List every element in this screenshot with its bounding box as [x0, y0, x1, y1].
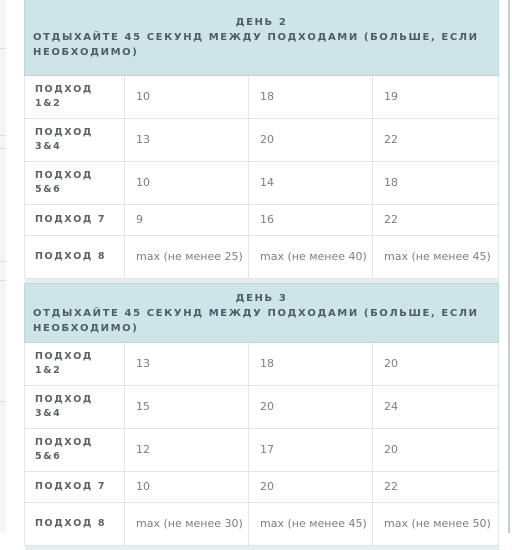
rep-value: max (не менее 30) [125, 503, 249, 546]
rep-value: 15 [125, 386, 249, 429]
set-label: ПОДХОД 8 [25, 503, 125, 546]
rep-value: 12 [125, 429, 249, 472]
rep-value: max (не менее 45) [249, 503, 373, 546]
workout-table-container [24, 0, 498, 550]
rep-value: 20 [373, 429, 499, 472]
rep-value: 10 [125, 76, 249, 119]
rep-value: 18 [373, 162, 499, 205]
rep-value: max (не менее 40) [249, 236, 373, 279]
set-label: ПОДХОД 3&4 [25, 386, 125, 429]
day-separator [25, 546, 499, 550]
rep-value: 22 [373, 472, 499, 503]
rep-value: 20 [373, 343, 499, 386]
table-row [25, 343, 499, 386]
rep-value: 20 [249, 386, 373, 429]
rep-value: 22 [373, 205, 499, 236]
table-row [25, 503, 499, 546]
set-label: ПОДХОД 1&2 [25, 76, 125, 119]
rep-value: 20 [249, 472, 373, 503]
set-label: ПОДХОД 5&6 [25, 162, 125, 205]
rep-value: 22 [373, 119, 499, 162]
day-header [25, 0, 499, 76]
day-header [25, 284, 499, 343]
rep-value: 24 [373, 386, 499, 429]
rep-value: max (не менее 25) [125, 236, 249, 279]
table-row [25, 386, 499, 429]
rep-value: 16 [249, 205, 373, 236]
rep-value: 9 [125, 205, 249, 236]
rep-value: max (не менее 45) [373, 236, 499, 279]
set-label: ПОДХОД 1&2 [25, 343, 125, 386]
table-row [25, 236, 499, 279]
rep-value: 17 [249, 429, 373, 472]
table-row [25, 162, 499, 205]
rep-value: max (не менее 50) [373, 503, 499, 546]
rep-value: 10 [125, 472, 249, 503]
set-label: ПОДХОД 7 [25, 205, 125, 236]
rep-value: 19 [373, 76, 499, 119]
left-panel-edge [0, 0, 6, 533]
table-row [25, 76, 499, 119]
left-panel-divider [0, 148, 6, 262]
set-label: ПОДХОД 7 [25, 472, 125, 503]
table-row [25, 472, 499, 503]
set-label: ПОДХОД 3&4 [25, 119, 125, 162]
scroll-edge [508, 0, 510, 533]
day-title: ДЕНЬ 2 [236, 17, 288, 28]
workout-table [24, 0, 499, 550]
rep-value: 18 [249, 343, 373, 386]
rep-value: 10 [125, 162, 249, 205]
set-label: ПОДХОД 8 [25, 236, 125, 279]
rep-value: 18 [249, 76, 373, 119]
rep-value: 13 [125, 119, 249, 162]
day-title: ДЕНЬ 3 [236, 293, 288, 304]
table-row [25, 119, 499, 162]
rest-instruction: ОТДЫХАЙТЕ 45 СЕКУНД МЕЖДУ ПОДХОДАМИ (БОЛЬШЕ, ЕСЛИ НЕОБХОДИМО) [33, 30, 490, 60]
set-label: ПОДХОД 5&6 [25, 429, 125, 472]
rep-value: 20 [249, 119, 373, 162]
rest-instruction: ОТДЫХАЙТЕ 45 СЕКУНД МЕЖДУ ПОДХОДАМИ (БОЛЬШЕ, ЕСЛИ НЕОБХОДИМО) [33, 306, 490, 336]
left-panel-divider [0, 280, 6, 402]
table-row [25, 205, 499, 236]
table-row [25, 429, 499, 472]
left-panel-divider [0, 48, 6, 136]
rep-value: 13 [125, 343, 249, 386]
rep-value: 14 [249, 162, 373, 205]
